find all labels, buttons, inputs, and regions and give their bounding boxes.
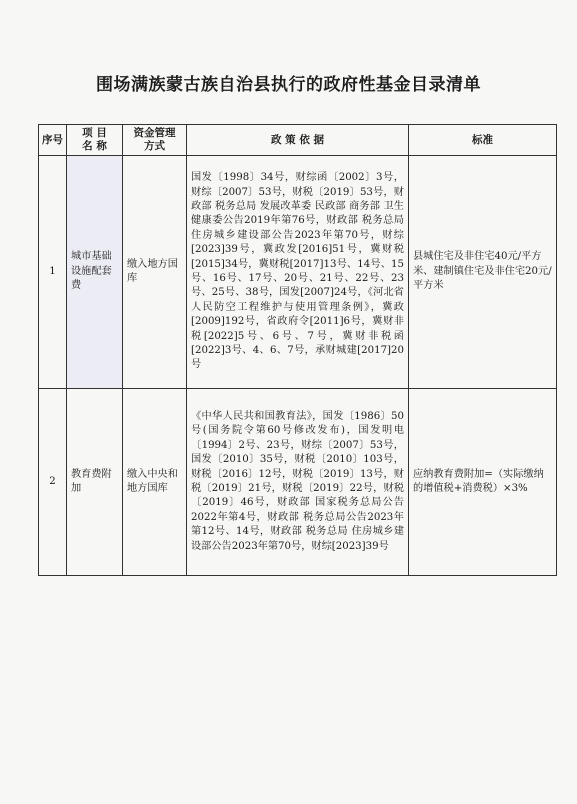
header-fund-method: 资金管理 方式 — [123, 125, 187, 156]
header-policy-basis: 政 策 依 据 — [187, 125, 409, 156]
row-standard: 应纳教育费附加=（实际缴纳的增值税+消费税）×3% — [409, 389, 557, 576]
table-row — [39, 156, 557, 389]
row-seq: 2 — [39, 389, 67, 576]
fund-table — [38, 124, 557, 576]
row-seq: 1 — [39, 156, 67, 389]
header-seq: 序号 — [39, 125, 67, 156]
row-item-name: 教育费附加 — [67, 389, 123, 576]
row-policy-basis: 《中华人民共和国教育法》，国发〔1986〕50号(国务院令第60号修改发布)，国发明电〔1994〕2号、23号，财综〔2007〕53号，国发〔2010〕35号，财税〔2010〕103号，财税〔2016〕12号，财税〔2019〕13号，财税〔2019〕21号，财税〔2019〕22号，财税〔2019〕46号，财政部 国家税务总局公告2022年第4号，财政部 税务总局公告2023年第12号、14号，财政部 税务总局 住房城乡建设部公告2023年第70号，财综[2023]39号 — [187, 389, 409, 576]
table-header-row — [39, 125, 557, 156]
row-fund-method: 缴入地方国库 — [123, 156, 187, 389]
row-fund-method: 缴入中央和地方国库 — [123, 389, 187, 576]
row-item-name: 城市基础设施配套费 — [67, 156, 123, 389]
row-standard: 县城住宅及非住宅40元/平方米、建制镇住宅及非住宅20元/平方米 — [409, 156, 557, 389]
header-item-name: 项 目 名 称 — [67, 125, 123, 156]
table-row — [39, 389, 557, 576]
document-title: 围场满族蒙古族自治县执行的政府性基金目录清单 — [96, 75, 481, 95]
row-policy-basis: 国发〔1998〕34号，财综函〔2002〕3号，财综〔2007〕53号，财税〔2019〕53号，财政部 税务总局 发展改革委 民政部 商务部 卫生健康委公告2019年第76号，财政部 税务总局 住房城乡建设部公告2023年第70号，财综[2023]39号，冀政发[2016]51号，冀财税[2015]34号，冀财税[2017]13号、14号、15号、16号、17号、20号、21号、22号、23号、25号、38号，国发[2007]24号，《河北省人民防空工程维护与使用管理条例》，冀政[2009]192号，省政府令[2011]6号，冀财非税[2022]5号、6号、7号，冀财非税函[2022]3号、4、6、7号，承财城建[2017]20号 — [187, 156, 409, 389]
header-standard: 标准 — [409, 125, 557, 156]
